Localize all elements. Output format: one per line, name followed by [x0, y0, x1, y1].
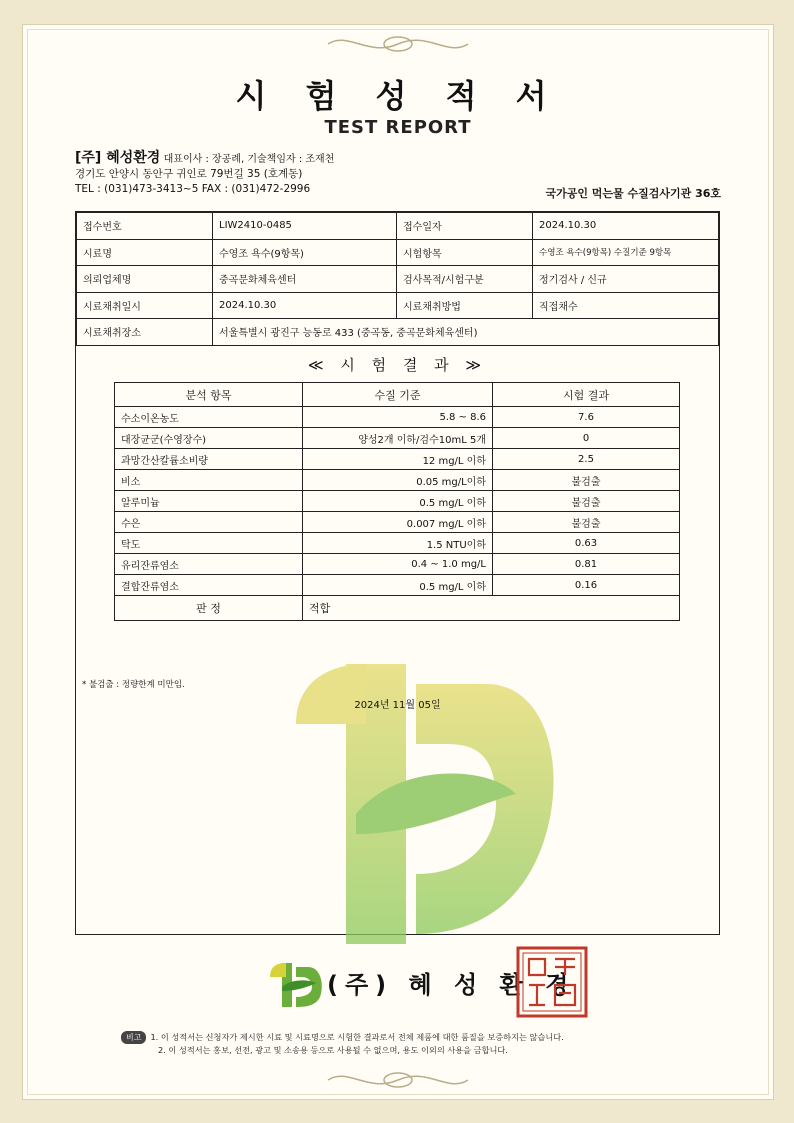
row-item: 비소 [115, 470, 303, 491]
sampling-method-label: 시료채취방법 [397, 292, 533, 319]
header-item: 분석 항목 [115, 383, 303, 407]
note-line-1: 1. 이 성적서는 신청자가 제시한 시료 및 시료명으로 시험한 결과로서 전체 제품에 대한 품질을 보증하지는 않습니다. [150, 1032, 564, 1042]
report-title-english: TEST REPORT [324, 117, 472, 138]
row-item: 수소이온농도 [115, 407, 303, 428]
verdict-value: 적합 [303, 596, 680, 621]
receipt-no-label: 접수번호 [77, 213, 213, 240]
footnote: * 불검출 : 정량한계 미만임. [82, 680, 185, 690]
row-result: 7.6 [493, 407, 680, 428]
report-page [22, 24, 774, 1100]
sample-name-label: 시료명 [77, 239, 213, 266]
receipt-no: LIW2410-0485 [213, 213, 397, 240]
company-contact: TEL : (031)473-3413~5 FAX : (031)472-2996 [75, 183, 311, 195]
sampling-date: 2024.10.30 [213, 292, 397, 319]
official-seal [515, 945, 589, 1019]
report-title: 시 험 성 적 서 [235, 77, 561, 115]
row-result: 0.16 [493, 575, 680, 596]
table-row [115, 512, 680, 533]
row-item: 수은 [115, 512, 303, 533]
client: 중곡문화체육센터 [213, 266, 397, 293]
header-standard: 수질 기준 [303, 383, 493, 407]
header-result: 시험 결과 [493, 383, 680, 407]
verdict-row [115, 596, 680, 621]
row-standard: 0.4 ~ 1.0 mg/L [303, 554, 493, 575]
sampling-place-label: 시료채취장소 [77, 319, 213, 346]
info-table [76, 212, 719, 346]
bottom-ornament [318, 1067, 478, 1093]
table-row [115, 491, 680, 512]
row-result: 불검출 [493, 491, 680, 512]
row-result: 0 [493, 428, 680, 449]
sample-name: 수영조 욕수(9항목) [213, 239, 397, 266]
sampling-date-label: 시료채취일시 [77, 292, 213, 319]
notes-badge: 비고 [121, 1031, 146, 1044]
sampling-method: 직접채수 [533, 292, 719, 319]
row-standard: 0.007 mg/L 이하 [303, 512, 493, 533]
table-row [115, 428, 680, 449]
company-name: [주] 혜성환경 [75, 150, 161, 166]
row-standard: 12 mg/L 이하 [303, 449, 493, 470]
report-date: 2024년 11월 05일 [354, 700, 441, 711]
row-standard: 0.5 mg/L 이하 [303, 491, 493, 512]
table-row [115, 575, 680, 596]
purpose-label: 검사목적/시험구분 [397, 266, 533, 293]
lab-accreditation: 국가공인 먹는물 수질검사기관 36호 [545, 187, 721, 200]
row-result: 0.63 [493, 533, 680, 554]
test-items-label: 시험항목 [397, 239, 533, 266]
row-standard: 양성2개 이하/검수10mL 5개 [303, 428, 493, 449]
row-result: 0.81 [493, 554, 680, 575]
report-body [75, 211, 720, 935]
row-standard: 5.8 ~ 8.6 [303, 407, 493, 428]
company-address: 경기도 안양시 동안구 귀인로 79번길 35 (호계동) [75, 168, 303, 180]
note-line-2: 2. 이 성적서는 홍보, 선전, 광고 및 소송용 등으로 사용될 수 없으며, 용도 이외의 사용을 금합니다. [158, 1045, 508, 1055]
row-item: 대장균군(수영장수) [115, 428, 303, 449]
row-result: 불검출 [493, 470, 680, 491]
row-item: 결합잔류염소 [115, 575, 303, 596]
verdict-label: 판 정 [115, 596, 303, 621]
table-row [115, 533, 680, 554]
company-info [75, 151, 334, 197]
results-title: ≪ 시 험 결 과 ≫ [307, 356, 488, 374]
bottom-company-name: (주) 혜 성 환 경 [327, 971, 576, 999]
client-label: 의뢰업체명 [77, 266, 213, 293]
purpose: 정기검사 / 신규 [533, 266, 719, 293]
notes [121, 1031, 564, 1057]
test-items: 수영조 욕수(9항목) 수질기준 9항목 [533, 239, 719, 266]
row-item: 유리잔류염소 [115, 554, 303, 575]
sampling-place: 서울특별시 광진구 능동로 433 (중곡동, 중곡문화체육센터) [213, 319, 719, 346]
row-result: 불검출 [493, 512, 680, 533]
receipt-date: 2024.10.30 [533, 213, 719, 240]
row-result: 2.5 [493, 449, 680, 470]
row-standard: 0.05 mg/L이하 [303, 470, 493, 491]
table-row [115, 470, 680, 491]
company-logo-watermark [286, 644, 566, 944]
table-row [115, 554, 680, 575]
row-item: 알루미늄 [115, 491, 303, 512]
company-representatives: 대표이사 : 장공례, 기술책임자 : 조재천 [163, 154, 335, 165]
top-ornament [318, 31, 478, 57]
table-row [115, 449, 680, 470]
row-item: 과망간산칼륨소비량 [115, 449, 303, 470]
row-item: 탁도 [115, 533, 303, 554]
results-table [114, 382, 680, 621]
row-standard: 0.5 mg/L 이하 [303, 575, 493, 596]
receipt-date-label: 접수일자 [397, 213, 533, 240]
table-row [115, 407, 680, 428]
company-logo-icon [268, 957, 324, 1009]
row-standard: 1.5 NTU이하 [303, 533, 493, 554]
